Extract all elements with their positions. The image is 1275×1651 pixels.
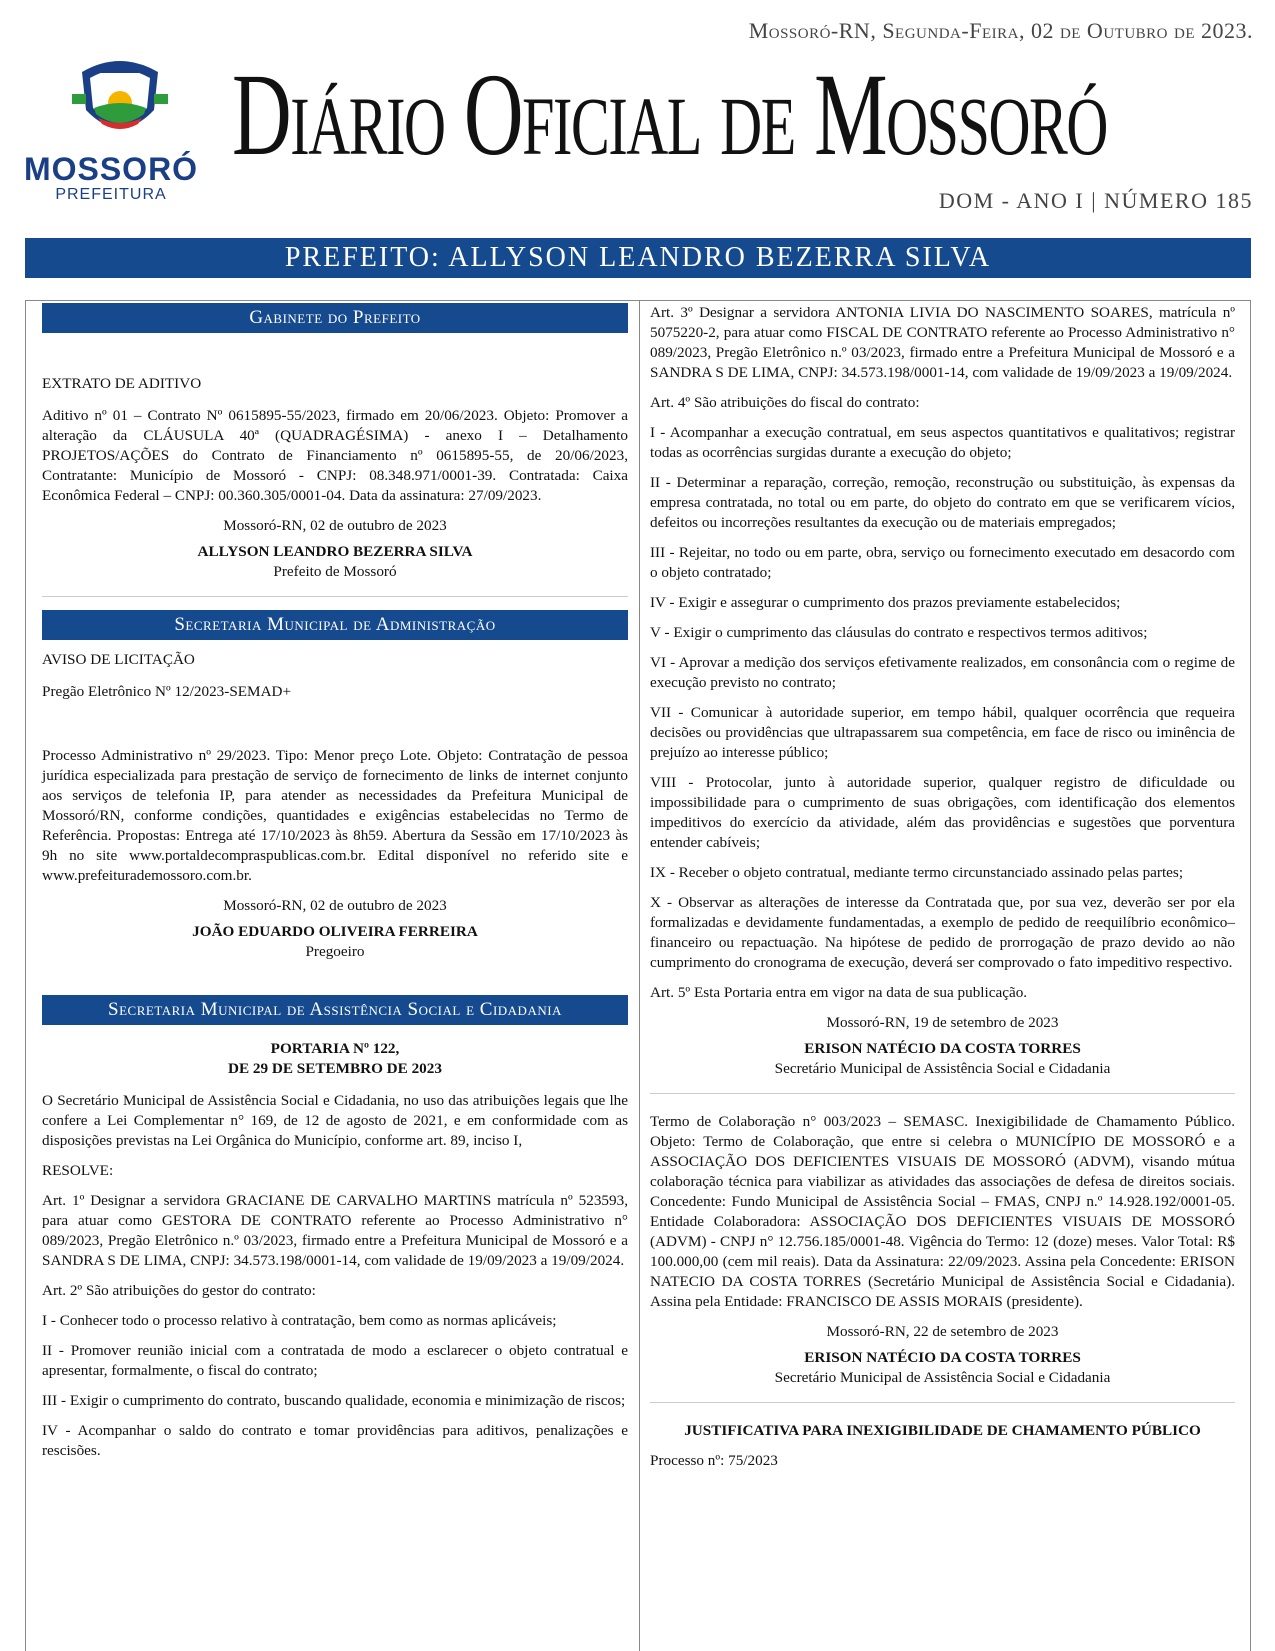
- logo-brand-subtext: PREFEITURA: [55, 186, 167, 203]
- art4-item: V - Exigir o cumprimento das cláusulas do contrato e respectivos termos aditivos;: [650, 624, 1148, 641]
- gabinete-signer: ALLYSON LEANDRO BEZERRA SILVA: [197, 543, 473, 560]
- portaria-art1: Art. 1º Designar a servidora GRACIANE DE CARVALHO MARTINS matrícula nº 523593, para atuar como GESTORA DE CONTRATO referente ao Processo Administrativo n° 089/2023, Pregão Eletrônico n.º 03/2023, firmado entre a Prefeitura Municipal de Mossoró e a SANDRA S DE LIMA, CNPJ: 34.573.198/0001-14, com validade de 19/09/2023 a 19/09/2024.: [42, 1192, 628, 1269]
- termo-role: Secretário Municipal de Assistência Social e Cidadania: [774, 1369, 1111, 1386]
- art4-item: X - Observar as alterações de interesse da Contratada que, por sua vez, deverão ser por ela formalizadas e devidamente fundamentadas, a exemplo de pedido de reequilíbrio econômico–financeiro ou repactuação. Na hipótese de pedido de prorrogação de prazo devido ao não cumprimento do cronograma de execução, deverá ser comprovado o fato impeditivo respectivo.: [650, 894, 1235, 971]
- section-heading-administracao: Secretaria Municipal de Administração: [42, 610, 628, 640]
- portaria-art3: Art. 3º Designar a servidora ANTONIA LIVIA DO NASCIMENTO SOARES, matrícula nº 5075220-2, para atuar como FISCAL DE CONTRATO referente ao Processo Administrativo n° 089/2023, Pregão Eletrônico n.º 03/2023, firmado entre a Prefeitura Municipal de Mossoró e a SANDRA S DE LIMA, CNPJ: 34.573.198/0001-14, com validade de 19/09/2023 a 19/09/2024.: [650, 304, 1235, 381]
- art4-item: II - Determinar a reparação, correção, remoção, reconstrução ou substituição, às expensas da empresa contratada, no total ou em parte, do objeto do contrato em que se verificarem vícios, defeitos ou incorreções resultantes da execução ou de materiais empregados;: [650, 474, 1235, 531]
- termo-colaboracao: Termo de Colaboração n° 003/2023 – SEMASC. Inexigibilidade de Chamamento Público. Objeto: Termo de Colaboração, que entre si celebra o MUNICÍPIO DE MOSSORÓ e a ASSOCIAÇÃO DOS DEFICIENTES VISUAIS DE MOSSORÓ (ADVM), visando mútua colaboração técnica para viabilizar as atividades das associações de defesa de direitos sociais. Concedente: Fundo Municipal de Assistência Social – FMAS, CNPJ n.º 14.928.192/0001-05. Entidade Colaboradora: ASSOCIAÇÃO DOS DEFICIENTES VISUAIS DE MOSSORÓ (ADVM) - CNPJ n° 12.756.185/0001-48. Vigência do Termo: 12 (doze) meses. Valor Total: R$ 100.000,00 (cem mil reais). Data da Assinatura: 22/09/2023. Assina pela Concedente: ERISON NATECIO DA COSTA TORRES (Secretário Municipal de Assistência Social e Cidadania). Assina pela Entidade: FRANCISCO DE ASSIS MORAIS (presidente).: [650, 1113, 1235, 1310]
- art2-item: I - Conhecer todo o processo relativo à contratação, bem como as normas aplicáveis;: [42, 1312, 557, 1329]
- art2-item: III - Exigir o cumprimento do contrato, buscando qualidade, economia e minimização de riscos;: [42, 1392, 626, 1409]
- logo-brand-text: MOSSORÓ: [23, 151, 199, 187]
- portaria-art2: Art. 2º São atribuições do gestor do contrato:: [42, 1282, 316, 1299]
- administracao-kicker: AVISO DE LICITAÇÃO: [42, 651, 195, 668]
- art2-item: IV - Acompanhar o saldo do contrato e tomar providências para aditivos, penalizações e rescisões.: [42, 1422, 628, 1459]
- art4-item: IV - Exigir e assegurar o cumprimento dos prazos previamente estabelecidos;: [650, 594, 1121, 611]
- gabinete-date: Mossoró-RN, 02 de outubro de 2023: [223, 517, 447, 534]
- termo-date: Mossoró-RN, 22 de setembro de 2023: [826, 1323, 1059, 1340]
- administracao-date: Mossoró-RN, 02 de outubro de 2023: [223, 897, 447, 914]
- mayor-banner: PREFEITO: ALLYSON LEANDRO BEZERRA SILVA: [25, 238, 1251, 278]
- portaria-role: Secretário Municipal de Assistência Social e Cidadania: [774, 1060, 1111, 1077]
- termo-signer: ERISON NATÉCIO DA COSTA TORRES: [804, 1349, 1081, 1366]
- art2-item: II - Promover reunião inicial com a contratada de modo a esclarecer o objeto contratual e apresentar, formalmente, o fiscal do contrato;: [42, 1342, 628, 1379]
- justificativa-processo: Processo nº: 75/2023: [650, 1452, 778, 1469]
- section-heading-assistencia: Secretaria Municipal de Assistência Social e Cidadania: [42, 995, 628, 1025]
- gabinete-role: Prefeito de Mossoró: [273, 563, 397, 580]
- portaria-art5: Art. 5º Esta Portaria entra em vigor na data de sua publicação.: [650, 984, 1028, 1001]
- art4-item: VII - Comunicar à autoridade superior, em tempo hábil, qualquer ocorrência que requeira decisões ou providências que ultrapassarem sua competência, em face de risco ou iminência de prejuízo ao interesse público;: [650, 704, 1235, 761]
- administracao-subtitle: Pregão Eletrônico Nº 12/2023-SEMAD+: [42, 683, 292, 700]
- administracao-signer: JOÃO EDUARDO OLIVEIRA FERREIRA: [192, 923, 478, 940]
- portaria-art4: Art. 4º São atribuições do fiscal do contrato:: [650, 394, 920, 411]
- administracao-body: Processo Administrativo nº 29/2023. Tipo: Menor preço Lote. Objeto: Contratação de pessoa jurídica especializada para prestação de serviço de fornecimento de links de internet conjunto aos serviços de telefonia IP, para atender as necessidades da Prefeitura Municipal de Mossoró/RN, conforme condições, quantidades e exigências estabelecidas no Termo de Referência. Propostas: Entrega até 17/10/2023 às 8h59. Abertura da Sessão em 17/10/2023 às 9h no site www.portaldecompraspublicas.com.br. Edital disponível no referido site e www.prefeiturademossoro.com.br.: [42, 747, 628, 884]
- art4-item: I - Acompanhar a execução contratual, em seus aspectos quantitativos e qualitativos; registrar todas as ocorrências surgidas durante a execução do objeto;: [650, 424, 1235, 461]
- divider: [650, 1402, 1235, 1403]
- justificativa-title: JUSTIFICATIVA PARA INEXIGIBILIDADE DE CHAMAMENTO PÚBLICO: [684, 1422, 1201, 1439]
- art4-item: VIII - Protocolar, junto à autoridade superior, qualquer registro de dificuldade ou impossibilidade para o cumprimento de suas obrigações, com identificação dos elementos impeditivos do exercício da atividade, além das providências e sugestões que porventura entender cabíveis;: [650, 774, 1235, 851]
- edition-number: DOM - ANO I | NÚMERO 185: [938, 188, 1253, 213]
- section-heading-gabinete: Gabinete do Prefeito: [42, 303, 628, 333]
- portaria-signer: ERISON NATÉCIO DA COSTA TORRES: [804, 1040, 1081, 1057]
- portaria-date: Mossoró-RN, 19 de setembro de 2023: [826, 1014, 1059, 1031]
- column-divider: [639, 300, 640, 1651]
- city-crest-icon: [70, 48, 170, 148]
- art4-item: III - Rejeitar, no todo ou em parte, obra, serviço ou fornecimento executado em desacordo com o objeto contratado;: [650, 544, 1235, 581]
- portaria-title-line1: PORTARIA Nº 122,: [270, 1040, 400, 1057]
- portaria-intro: O Secretário Municipal de Assistência Social e Cidadania, no uso das atribuições legais que lhe confere a Lei Complementar n° 169, de 12 de agosto de 2021, e em conformidade com as disposições previstas na Lei Orgânica do Município, conforme art. 89, inciso I,: [42, 1092, 628, 1149]
- divider: [650, 1093, 1235, 1094]
- gabinete-body: Aditivo nº 01 – Contrato Nº 0615895-55/2023, firmado em 20/06/2023. Objeto: Promover a alteração da CLÁUSULA 40ª (QUADRAGÉSIMA) - anexo I – Detalhamento PROJETOS/AÇÕES do Contrato de Financiamento nº 0615895-55, de 20/06/2023, Contratante: Município de Mossoró - CNPJ: 08.348.971/0001-39. Contratada: Caixa Econômica Federal – CNPJ: 00.360.305/0001-04. Data da assinatura: 27/09/2023.: [42, 407, 628, 504]
- newspaper-title: Diário Oficial de Mossoró: [232, 49, 1107, 180]
- portaria-resolve: RESOLVE:: [42, 1162, 114, 1179]
- portaria-title-line2: DE 29 DE SETEMBRO DE 2023: [228, 1060, 442, 1077]
- divider: [42, 596, 628, 597]
- gabinete-kicker: EXTRATO DE ADITIVO: [42, 375, 202, 392]
- art4-item: VI - Aprovar a medição dos serviços efetivamente realizados, em consonância com o regime de execução previsto no contrato;: [650, 654, 1235, 691]
- dateline: Mossoró-RN, Segunda-Feira, 02 de Outubro de 2023.: [748, 18, 1253, 43]
- right-column: [650, 303, 1235, 1471]
- prefeitura-logo: [22, 48, 200, 203]
- administracao-role: Pregoeiro: [305, 943, 365, 960]
- left-column: [42, 303, 628, 1461]
- art4-item: IX - Receber o objeto contratual, mediante termo circunstanciado assinado pelas partes;: [650, 864, 1184, 881]
